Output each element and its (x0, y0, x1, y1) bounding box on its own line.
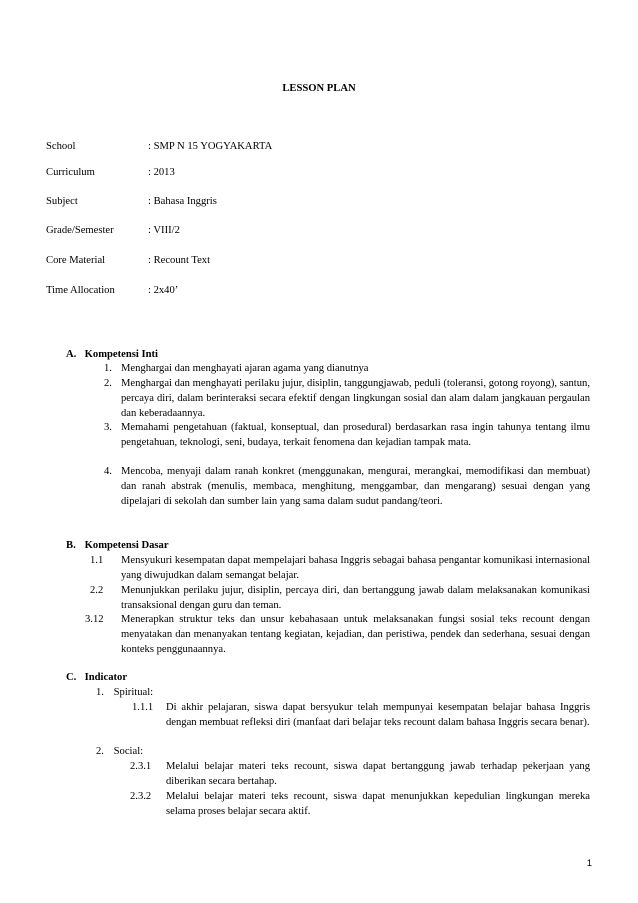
info-value: : 2x40’ (148, 285, 179, 296)
info-label: Curriculum (46, 167, 95, 178)
list-text: Di akhir pelajaran, siswa dapat bersyukur telah mempunyai kesempatan belajar bahasa Inggris dengan membuat refleksi diri (manfaat dari belajar teks recount dalam bahasa Inggris secara benar). (166, 702, 590, 728)
list-number: 1. (96, 687, 104, 698)
subheading-label: Spiritual: (113, 687, 154, 698)
list-number: 2.3.2 (130, 791, 152, 802)
list-text: Menghargai dan menghayati perilaku jujur, disiplin, tanggungjawab, peduli (toleransi, gotong royong), santun, percaya diri, dalam berinteraksi secara efektif dengan lingkungan sosial dan alam dalam jangkauan pergaulan dan keberadaannya. (121, 378, 590, 419)
list-number: 2. (104, 378, 112, 389)
list-text: Mencoba, menyaji dalam ranah konkret (menggunakan, mengurai, merangkai, memodifikasi dan membuat) dan ranah abstrak (menulis, membaca, menghitung, menggambar, dan mengarang) sesuai dengan yang dipelajari di sekolah dan sumber lain yang sama dalam sudut pandang/teori. (121, 466, 590, 507)
list-item (130, 760, 590, 790)
info-value: : VIII/2 (148, 225, 180, 236)
info-value: : Bahasa Inggris (148, 196, 217, 207)
info-label: Core Material (46, 255, 106, 266)
info-value: : 2013 (148, 167, 175, 178)
list-text: Menghargai dan menghayati ajaran agama yang dianutnya (121, 363, 369, 374)
list-number: 1.1 (90, 555, 104, 566)
page-title: LESSON PLAN (282, 83, 356, 94)
info-value: : Recount Text (148, 255, 211, 266)
section-letter: B. (66, 540, 76, 551)
section-title: Indicator (84, 672, 128, 683)
list-text: Melalui belajar materi teks recount, siswa dapat menunjukkan kepedulian lingkungan mereka selama proses belajar secara aktif. (166, 791, 590, 817)
section-title: Kompetensi Inti (84, 349, 158, 360)
list-number: 1.1.1 (132, 702, 154, 713)
list-item (104, 362, 590, 377)
info-label: School (46, 141, 76, 152)
section-letter: A. (66, 349, 77, 360)
list-item (130, 790, 590, 820)
list-text: Menunjukkan perilaku jujur, disiplin, percaya diri, dan bertanggung jawab dalam melaksanakan komunikasi transaksional dengan guru dan teman. (121, 585, 590, 611)
section-heading-b (66, 539, 169, 553)
list-item (104, 465, 590, 509)
list-item (90, 554, 590, 584)
list-item (104, 421, 590, 451)
info-value: : SMP N 15 YOGYAKARTA (148, 141, 273, 152)
list-number: 1. (104, 363, 112, 374)
list-item (132, 701, 590, 731)
subheading-label: Social: (113, 746, 144, 757)
page-number: 1 (586, 858, 592, 869)
list-text: Memahami pengetahuan (faktual, konseptual, dan prosedural) berdasarkan rasa ingin tahunya tentang ilmu pengetahuan, teknologi, seni, budaya, terkait fenomena dan kejadian tampak mata. (121, 422, 590, 448)
info-label: Time Allocation (46, 285, 115, 296)
list-item (104, 377, 590, 421)
section-title: Kompetensi Dasar (84, 540, 169, 551)
list-text: Mensyukuri kesempatan dapat mempelajari bahasa Inggris sebagai bahasa pengantar komunikasi internasional yang diwujudkan dalam semangat belajar. (121, 555, 590, 581)
section-heading-a (66, 348, 158, 362)
list-number: 2.3.1 (130, 761, 152, 772)
list-number: 2. (96, 746, 104, 757)
list-item (85, 613, 590, 657)
section-letter: C. (66, 672, 77, 683)
indicator-subheading-spiritual (96, 686, 153, 700)
list-item (90, 584, 590, 614)
list-number: 3.12 (85, 614, 104, 625)
list-number: 3. (104, 422, 112, 433)
indicator-subheading-social (96, 745, 143, 759)
list-text: Menerapkan struktur teks dan unsur kebahasaan untuk melaksanakan fungsi sosial teks recount dengan menyatakan dan menanyakan tentang kegiatan, kejadian, dan peristiwa, pendek dan sederhana, sesuai dengan konteks penggunaannya. (121, 614, 590, 655)
list-text: Melalui belajar materi teks recount, siswa dapat bertanggung jawab terhadap pekerjaan yang diberikan secara bertahap. (166, 761, 590, 787)
list-number: 2.2 (90, 585, 104, 596)
section-heading-c (66, 671, 127, 685)
list-number: 4. (104, 466, 112, 477)
info-label: Subject (46, 196, 78, 207)
info-label: Grade/Semester (46, 225, 114, 236)
